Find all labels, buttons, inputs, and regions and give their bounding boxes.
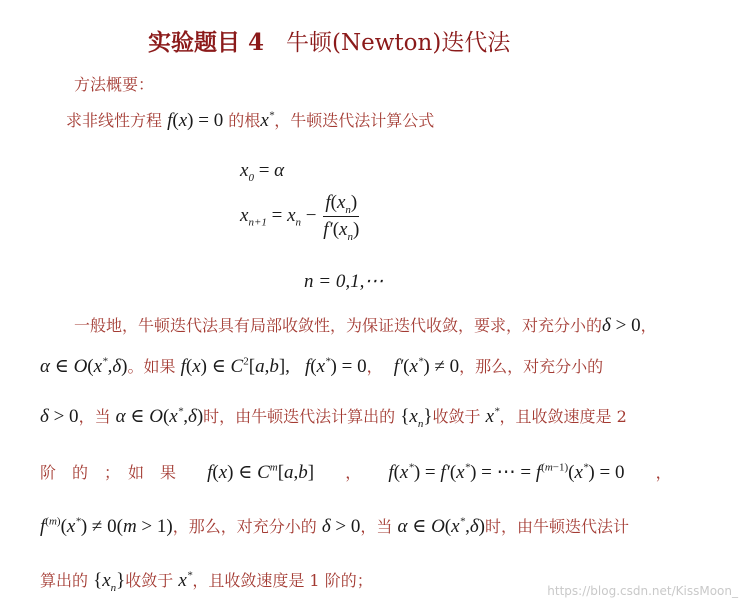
formula-fraction: $\frac{f(x_n)}{f'(x_n)}$ <box>323 192 360 243</box>
root-symbol-2: x* <box>485 405 500 427</box>
cond-fprime-nonzero: f′(x*) ≠ 0 <box>393 355 460 377</box>
cond-f-zero: f(x*) = 0 <box>304 355 367 377</box>
formula-iteration: $x_{n+1} = x_n$ − $\frac{f(x_n)}{f'(x_n)}$ <box>240 192 360 243</box>
body-line-3 <box>40 404 627 428</box>
intro-tail: ，牛顿迭代法计算公式 <box>274 111 435 130</box>
body-line-4: 阶 的 ； 如 果 f(x) ∈ $C^m[a,b]$ ， f(x*) = f′(x*) = ⋯ = $f^{(m-1)}(x^*) = 0$ ， <box>40 461 672 483</box>
body-text-3b: 时，由牛顿迭代法计算出的 <box>203 407 396 426</box>
alpha-in-O-3: α ∈ O(x*,δ) <box>397 515 485 537</box>
body-text-6a: 算出的 <box>40 571 89 590</box>
cond-cm: f(x) ∈ $C^m[a,b]$ <box>207 461 315 483</box>
intro-prefix: 求非线性方程 <box>66 111 163 130</box>
formula-n-range: n = 0,1,⋯ <box>304 271 384 292</box>
intro-suffix: 的根 <box>228 111 261 130</box>
root-symbol: x* <box>260 109 275 131</box>
alpha-in-O: α ∈ O(x*,δ) <box>40 355 128 377</box>
root-symbol-3: x* <box>178 569 193 591</box>
sequence-xn: $\{x_n\}$ <box>400 406 433 430</box>
body-text-2a: 。如果 <box>127 357 176 376</box>
body-text-3c: 收敛于 <box>432 407 481 426</box>
delta-gt-zero-3: δ > 0 <box>321 516 361 537</box>
equation-f-zero: f(x) = 0 <box>167 110 224 131</box>
cond-c2: f(x) ∈ $C^2[a,b]$, <box>180 355 290 377</box>
watermark: https://blog.csdn.net/KissMoon_ <box>547 584 738 598</box>
body-text-5c: 时，由牛顿迭代法计 <box>484 517 629 536</box>
body-line-5 <box>40 514 629 538</box>
cond-derivatives-zero: f(x*) = f′(x*) = ⋯ = $f^{(m-1)}(x^*) = 0$ <box>388 461 625 483</box>
body-text-4a: 阶 的 ； 如 果 <box>40 463 177 482</box>
body-text-3d: ，且收敛速度是 2 <box>499 407 627 426</box>
title-number: 实验题目 4 <box>148 29 265 56</box>
title-name: 牛顿(Newton)迭代法 <box>286 30 511 56</box>
intro-line <box>66 108 434 132</box>
body-text-6c: ，且收敛速度是 1 阶的； <box>192 571 373 590</box>
sequence-xn-2: $\{x_n\}$ <box>93 570 126 594</box>
formula-x0: $x_0 = \alpha$ <box>240 160 285 184</box>
cond-fm-nonzero: $f^{(m)}(x^*) \ne 0(m > 1)$ <box>40 515 173 537</box>
delta-gt-zero: δ > 0 <box>602 315 641 336</box>
alpha-in-O-2: α ∈ O(x*,δ) <box>115 405 204 427</box>
body-text-1: 一般地，牛顿迭代法具有局部收敛性，为保证迭代收敛，要求，对充分小的 <box>74 316 603 335</box>
delta-gt-zero-2: δ > 0 <box>40 406 79 427</box>
body-text-6b: 收敛于 <box>125 571 174 590</box>
body-line-2: α ∈ O(x*,δ)。如果 f(x) ∈ $C^2[a,b]$, f(x*) = 0， f′(x*) ≠ 0，那么，对充分小的 <box>40 355 604 377</box>
body-text-2b: ，那么，对充分小的 <box>459 357 604 376</box>
overview-label: 方法概要： <box>74 75 155 94</box>
body-line-6 <box>40 568 373 592</box>
body-text-5b: ，当 <box>360 517 393 536</box>
body-text-5a: ，那么，对充分小的 <box>172 517 317 536</box>
body-line-1: 一般地，牛顿迭代法具有局部收敛性，为保证迭代收敛，要求，对充分小的δ > 0， <box>74 315 657 336</box>
body-text-3a: ，当 <box>78 407 111 426</box>
page-title <box>148 24 510 57</box>
